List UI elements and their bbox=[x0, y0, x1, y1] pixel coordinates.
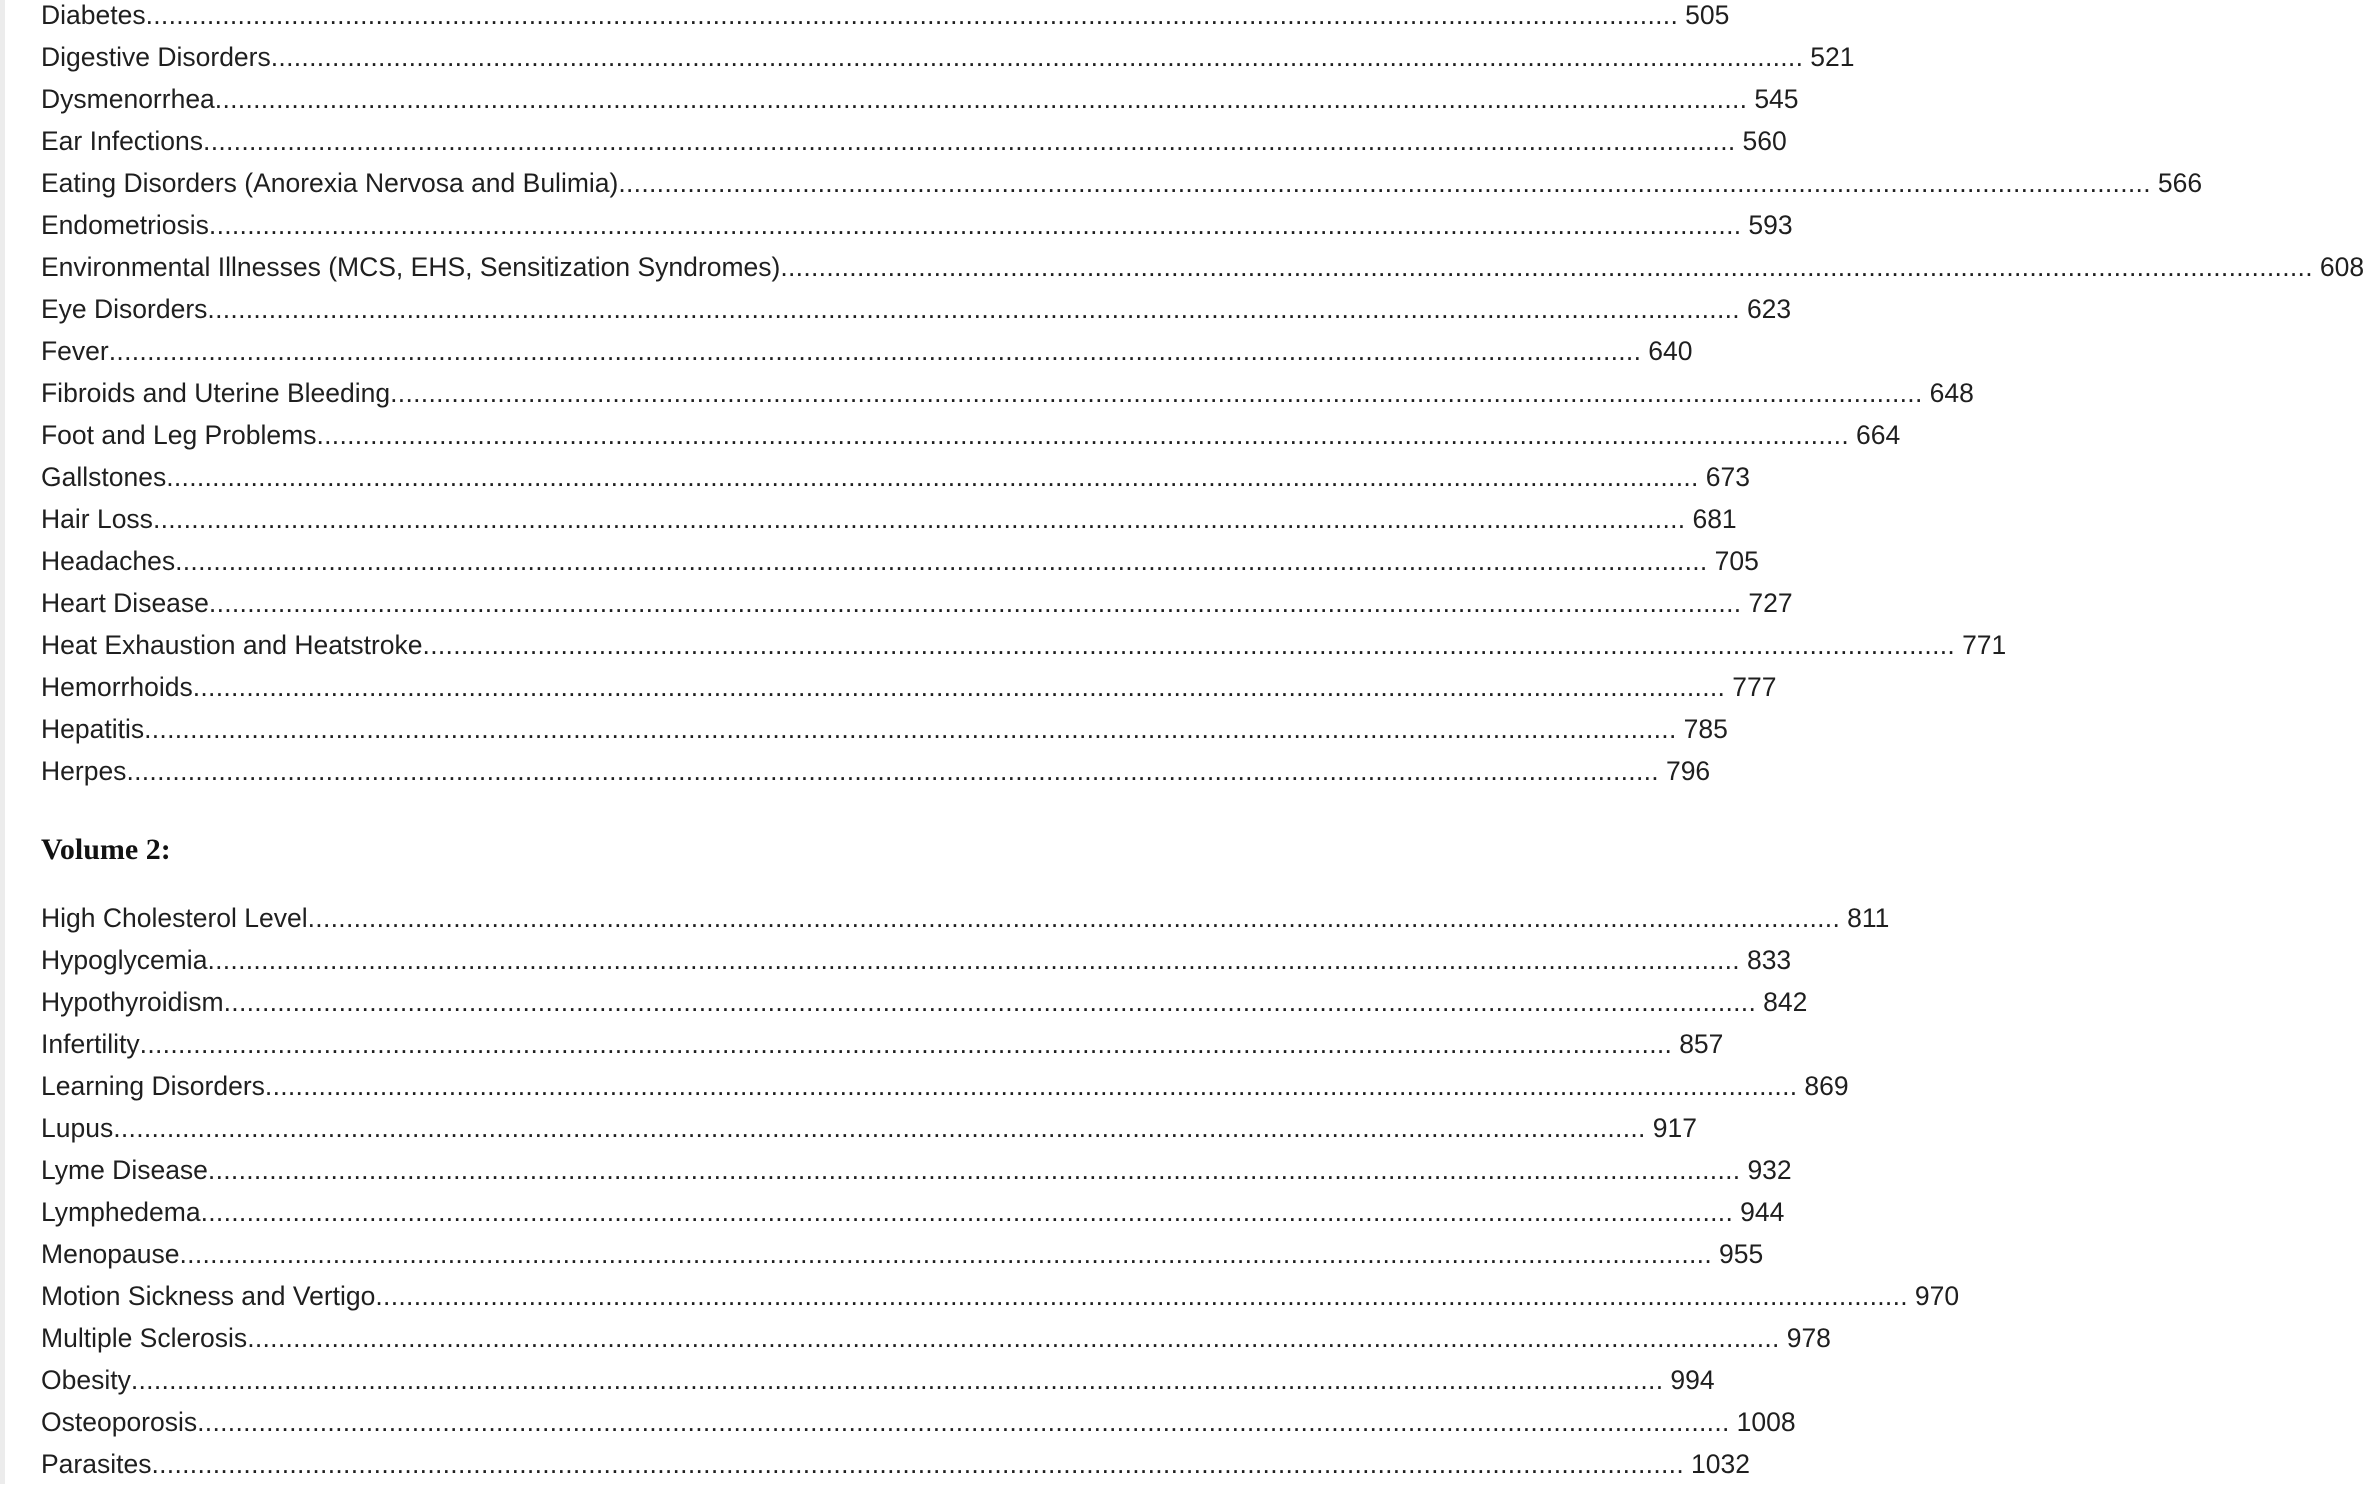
toc-entry-title: Ear Infections bbox=[41, 126, 204, 156]
toc-entry-page: 994 bbox=[1670, 1365, 1715, 1395]
toc-entry-title: Fever bbox=[41, 336, 109, 366]
dot-leader: ........................................................................................................................................................................................................ bbox=[200, 1197, 1734, 1227]
toc-entry-page: 664 bbox=[1855, 420, 1901, 450]
toc-entry-page: 944 bbox=[1740, 1197, 1785, 1227]
toc-entry-title: Environmental Illnesses (MCS, EHS, Sensitization Syndromes) bbox=[41, 252, 781, 282]
toc-entry-title: Headaches bbox=[41, 546, 176, 576]
table-of-contents bbox=[41, 0, 2364, 1485]
toc-entry-title: Digestive Disorders bbox=[41, 42, 271, 72]
toc-entry[interactable] bbox=[41, 78, 1799, 120]
toc-entry-title: Hypothyroidism bbox=[41, 987, 224, 1017]
toc-entry-title: Lymphedema bbox=[41, 1197, 201, 1227]
toc-entry-page: 857 bbox=[1679, 1029, 1724, 1059]
toc-entry[interactable] bbox=[41, 162, 2203, 204]
toc-entry-page: 796 bbox=[1665, 756, 1711, 786]
dot-leader: ........................................................................................................................................................................................................ bbox=[208, 588, 1742, 618]
toc-entry-page: 833 bbox=[1746, 945, 1792, 975]
toc-entry-title: Eye Disorders bbox=[41, 294, 208, 324]
toc-entry[interactable] bbox=[41, 204, 1793, 246]
toc-entry[interactable] bbox=[41, 624, 2007, 666]
toc-entry[interactable] bbox=[41, 540, 1759, 582]
toc-entry-page: 785 bbox=[1683, 714, 1728, 744]
dot-leader: ........................................................................................................................................................................................................ bbox=[618, 168, 2151, 198]
volume-2-heading: Volume 2: bbox=[41, 833, 171, 866]
toc-entry-title: Heat Exhaustion and Heatstroke bbox=[41, 630, 423, 660]
toc-entry-page: 727 bbox=[1748, 588, 1793, 618]
toc-entry-title: Foot and Leg Problems bbox=[41, 420, 317, 450]
dot-leader: ........................................................................................................................................................................................................ bbox=[130, 1365, 1664, 1395]
dot-leader: ........................................................................................................................................................................................................ bbox=[145, 0, 1679, 30]
toc-entry[interactable] bbox=[41, 372, 1974, 414]
toc-entry-title: Menopause bbox=[41, 1239, 180, 1269]
dot-leader: ........................................................................................................................................................................................................ bbox=[316, 420, 1849, 450]
toc-entry[interactable] bbox=[41, 1149, 1792, 1191]
toc-entry-title: Obesity bbox=[41, 1365, 131, 1395]
toc-entry[interactable] bbox=[41, 981, 1808, 1023]
toc-entry[interactable] bbox=[41, 1317, 1831, 1359]
toc-entry[interactable] bbox=[41, 1275, 1960, 1317]
toc-entry-title: Herpes bbox=[41, 756, 127, 786]
toc-entry-page: 545 bbox=[1754, 84, 1799, 114]
dot-leader: ........................................................................................................................................................................................................ bbox=[307, 903, 1841, 933]
toc-entry-title: Gallstones bbox=[41, 462, 167, 492]
toc-entry-title: High Cholesterol Level bbox=[41, 903, 308, 933]
toc-entry-page: 955 bbox=[1719, 1239, 1764, 1269]
toc-entry[interactable] bbox=[41, 414, 1901, 456]
toc-entry-page: 705 bbox=[1714, 546, 1759, 576]
toc-entry-page: 842 bbox=[1763, 987, 1808, 1017]
dot-leader: ........................................................................................................................................................................................................ bbox=[179, 1239, 1713, 1269]
toc-entry-title: Endometriosis bbox=[41, 210, 209, 240]
dot-leader: ........................................................................................................................................................................................................ bbox=[208, 210, 1742, 240]
dot-leader: ........................................................................................................................................................................................................ bbox=[422, 630, 1956, 660]
toc-entry-title: Motion Sickness and Vertigo bbox=[41, 1281, 376, 1311]
toc-entry[interactable] bbox=[41, 1443, 1750, 1485]
dot-leader: ........................................................................................................................................................................................................ bbox=[207, 945, 1740, 975]
toc-entry-title: Learning Disorders bbox=[41, 1071, 265, 1101]
toc-entry[interactable] bbox=[41, 0, 1730, 36]
toc-entry-page: 1032 bbox=[1690, 1449, 1750, 1479]
dot-leader: ........................................................................................................................................................................................................ bbox=[139, 1029, 1673, 1059]
toc-entry[interactable] bbox=[41, 246, 2364, 288]
dot-leader: ........................................................................................................................................................................................................ bbox=[375, 1281, 1908, 1311]
toc-entry-page: 777 bbox=[1732, 672, 1777, 702]
toc-entry-page: 917 bbox=[1652, 1113, 1697, 1143]
toc-entry-page: 505 bbox=[1685, 0, 1730, 30]
toc-entry-title: Hepatitis bbox=[41, 714, 145, 744]
toc-entry[interactable] bbox=[41, 498, 1737, 540]
dot-leader: ........................................................................................................................................................................................................ bbox=[126, 756, 1659, 786]
dot-leader: ........................................................................................................................................................................................................ bbox=[207, 294, 1740, 324]
toc-entry-title: Heart Disease bbox=[41, 588, 209, 618]
dot-leader: ........................................................................................................................................................................................................ bbox=[151, 1449, 1684, 1479]
toc-entry-title: Hypoglycemia bbox=[41, 945, 208, 975]
toc-entry[interactable] bbox=[41, 1401, 1796, 1443]
toc-entry-page: 521 bbox=[1810, 42, 1855, 72]
toc-entry[interactable] bbox=[41, 330, 1693, 372]
toc-entry-page: 608 bbox=[2319, 252, 2364, 282]
toc-entry-page: 811 bbox=[1847, 903, 1890, 933]
toc-entry[interactable] bbox=[41, 120, 1787, 162]
toc-entry[interactable] bbox=[41, 939, 1792, 981]
toc-entry-title: Hair Loss bbox=[41, 504, 153, 534]
toc-entry[interactable] bbox=[41, 1359, 1715, 1401]
dot-leader: ........................................................................................................................................................................................................ bbox=[223, 987, 1757, 1017]
toc-entry-page: 932 bbox=[1747, 1155, 1792, 1185]
dot-leader: ........................................................................................................................................................................................................ bbox=[214, 84, 1748, 114]
dot-leader: ........................................................................................................................................................................................................ bbox=[113, 1113, 1646, 1143]
toc-entry[interactable] bbox=[41, 1191, 1785, 1233]
dot-leader: ........................................................................................................................................................................................................ bbox=[247, 1323, 1780, 1353]
toc-entry-title: Lupus bbox=[41, 1113, 114, 1143]
toc-entry-page: 648 bbox=[1929, 378, 1974, 408]
toc-entry[interactable] bbox=[41, 666, 1777, 708]
toc-entry[interactable] bbox=[41, 708, 1728, 750]
toc-entry-page: 869 bbox=[1804, 1071, 1849, 1101]
toc-entry[interactable] bbox=[41, 1107, 1697, 1149]
toc-entry-page: 673 bbox=[1705, 462, 1750, 492]
toc-entry-page: 566 bbox=[2157, 168, 2203, 198]
dot-leader: ........................................................................................................................................................................................................ bbox=[166, 462, 1699, 492]
toc-entry[interactable] bbox=[41, 456, 1750, 498]
toc-entry[interactable] bbox=[41, 1023, 1724, 1065]
toc-entry-title: Dysmenorrhea bbox=[41, 84, 215, 114]
dot-leader: ........................................................................................................................................................................................................ bbox=[203, 126, 1736, 156]
dot-leader: ........................................................................................................................................................................................................ bbox=[152, 504, 1686, 534]
dot-leader: ........................................................................................................................................................................................................ bbox=[108, 336, 1642, 366]
dot-leader: ........................................................................................................................................................................................................ bbox=[192, 672, 1726, 702]
toc-entry-title: Hemorrhoids bbox=[41, 672, 193, 702]
toc-entry[interactable] bbox=[41, 1065, 1849, 1107]
dot-leader: ........................................................................................................................................................................................................ bbox=[207, 1155, 1741, 1185]
toc-entry[interactable] bbox=[41, 582, 1793, 624]
dot-leader: ........................................................................................................................................................................................................ bbox=[780, 252, 2313, 282]
volume-1-entries bbox=[41, 0, 2364, 792]
dot-leader: ........................................................................................................................................................................................................ bbox=[144, 714, 1677, 744]
toc-entry-title: Fibroids and Uterine Bleeding bbox=[41, 378, 391, 408]
dot-leader: ........................................................................................................................................................................................................ bbox=[175, 546, 1708, 576]
dot-leader: ........................................................................................................................................................................................................ bbox=[270, 42, 1804, 72]
toc-entry-page: 978 bbox=[1786, 1323, 1831, 1353]
toc-entry-title: Osteoporosis bbox=[41, 1407, 198, 1437]
toc-entry[interactable] bbox=[41, 897, 1890, 939]
dot-leader: ........................................................................................................................................................................................................ bbox=[197, 1407, 1730, 1437]
toc-entry-page: 560 bbox=[1742, 126, 1787, 156]
toc-entry[interactable] bbox=[41, 288, 1792, 330]
volume-2-entries bbox=[41, 897, 1960, 1485]
toc-entry-title: Multiple Sclerosis bbox=[41, 1323, 248, 1353]
toc-entry-title: Lyme Disease bbox=[41, 1155, 208, 1185]
toc-entry-page: 623 bbox=[1746, 294, 1792, 324]
dot-leader: ........................................................................................................................................................................................................ bbox=[390, 378, 1923, 408]
toc-entry-page: 970 bbox=[1914, 1281, 1960, 1311]
toc-entry-page: 1008 bbox=[1736, 1407, 1796, 1437]
toc-entry[interactable] bbox=[41, 36, 1855, 78]
toc-entry-title: Eating Disorders (Anorexia Nervosa and Bulimia) bbox=[41, 168, 619, 198]
toc-entry-title: Parasites bbox=[41, 1449, 152, 1479]
toc-entry[interactable] bbox=[41, 750, 1711, 792]
toc-entry-page: 593 bbox=[1748, 210, 1793, 240]
toc-entry-title: Infertility bbox=[41, 1029, 140, 1059]
dot-leader: ........................................................................................................................................................................................................ bbox=[264, 1071, 1798, 1101]
toc-entry-title: Diabetes bbox=[41, 0, 146, 30]
toc-entry-page: 681 bbox=[1692, 504, 1737, 534]
toc-entry[interactable] bbox=[41, 1233, 1764, 1275]
page-left-edge bbox=[0, 0, 5, 1484]
toc-entry-page: 771 bbox=[1962, 630, 2007, 660]
toc-entry-page: 640 bbox=[1648, 336, 1693, 366]
